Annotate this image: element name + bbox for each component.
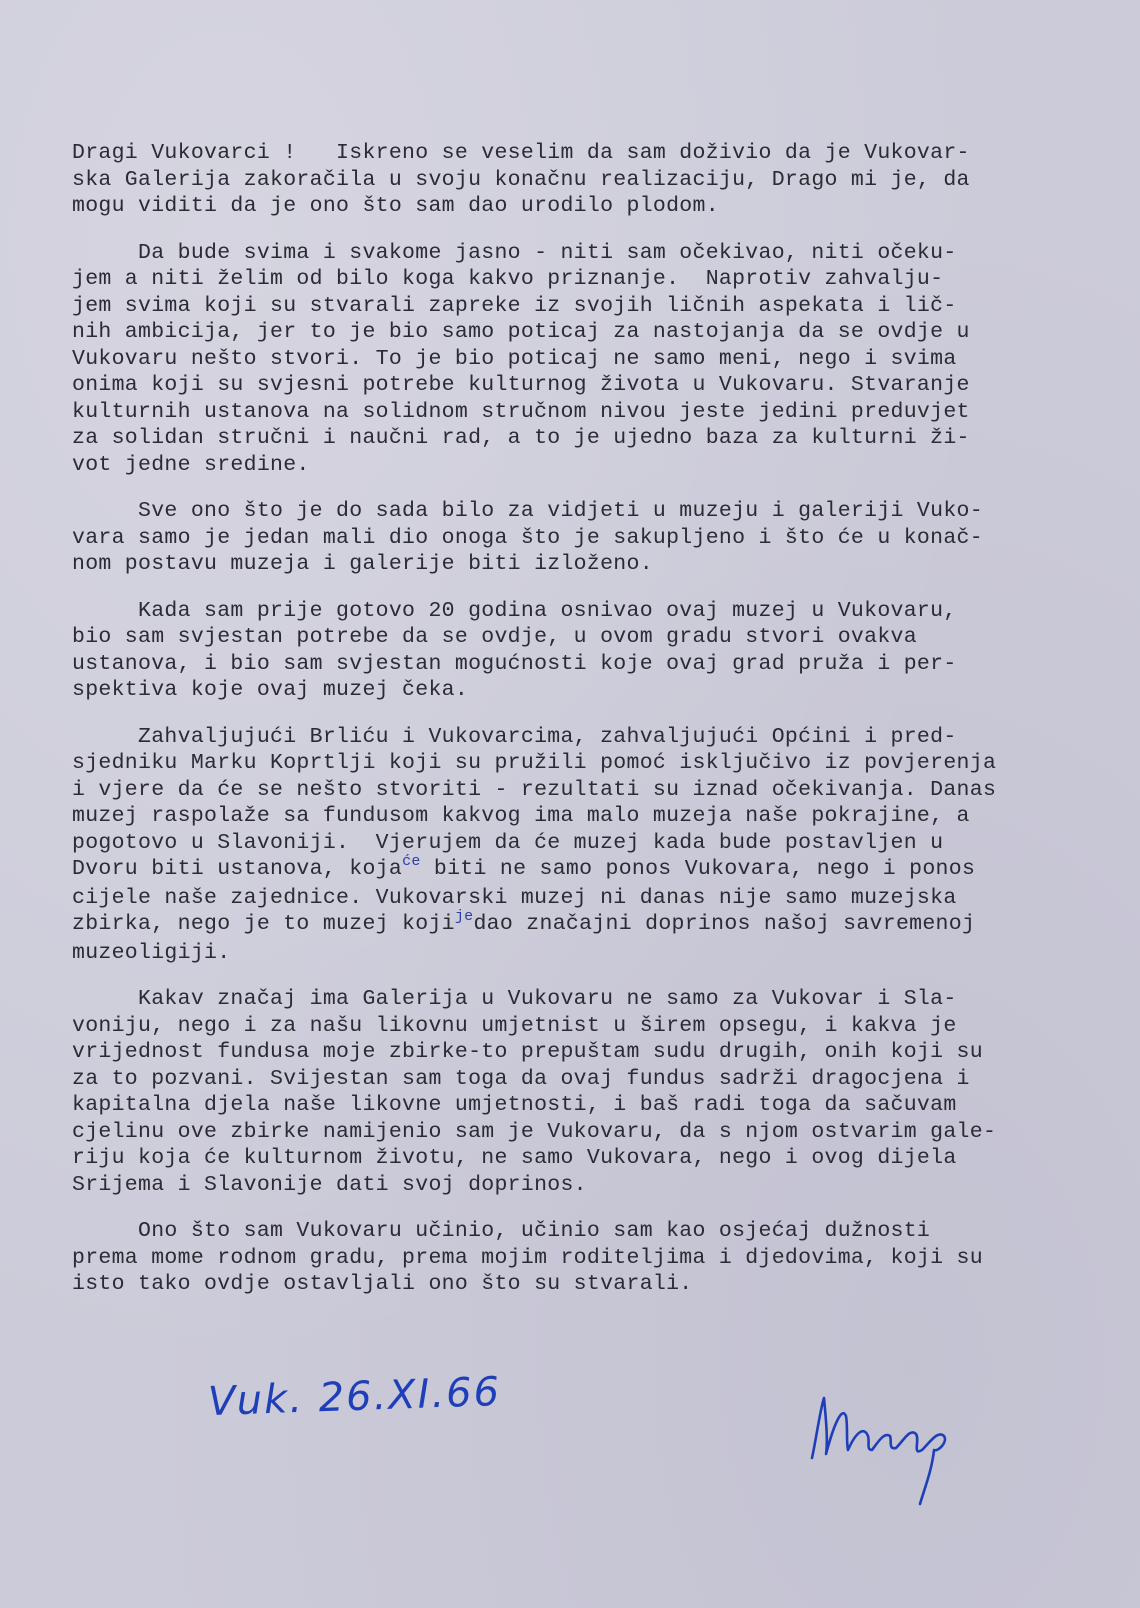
- text-line: i vjere da će se nešto stvoriti - rezultati su iznad očekivanja. Danas: [72, 777, 997, 802]
- text-line: nih ambicija, jer to je bio samo poticaj za nastojanja da se ovdje u: [72, 320, 970, 344]
- text-line: cijele naše zajednice. Vukovarski muzej ni danas nije samo muzejska: [72, 885, 957, 910]
- text-line: sjedniku Marku Koprtlji koji su pružili pomoć isključivo iz povjerenja: [72, 751, 997, 775]
- text-line: Dragi Vukovarci ! Iskreno se veselim da sam doživio da je Vukovar-: [72, 141, 970, 165]
- text-line: za to pozvani. Svijestan sam toga da ovaj fundus sadrži dragocjena i: [72, 1066, 970, 1091]
- handwritten-date: Vuk. 26.XI.66: [207, 1368, 502, 1426]
- handwritten-insertion: je: [454, 908, 474, 925]
- text-line: cjelinu ove zbirke namijenio sam je Vukovaru, da s njom ostvarim gale-: [72, 1119, 997, 1144]
- paragraph-7: [72, 1218, 1072, 1298]
- paragraph-3: [72, 498, 1072, 578]
- text-line: [72, 908, 1072, 940]
- text-line: Kakav značaj ima Galerija u Vukovaru ne samo za Vukovar i Sla-: [72, 987, 957, 1011]
- text-line: riju koja će kulturnom životu, ne samo Vukovara, nego i ovog dijela: [72, 1146, 957, 1170]
- text-line: Ono što sam Vukovaru učinio, učinio sam kao osjećaj dužnosti: [72, 1219, 931, 1243]
- text-line: Kada sam prije gotovo 20 godina osnivao ovaj muzej u Vukovaru,: [72, 598, 957, 623]
- handwritten-insertion: će: [402, 853, 421, 870]
- text-line: za solidan stručni i naučni rad, a to je ujedno baza za kulturni ži-: [72, 426, 970, 450]
- text-line: ustanova, i bio sam svjestan mogućnosti koje ovaj grad pruža i per-: [72, 651, 957, 676]
- text-line: Sve ono što je do sada bilo za vidjeti u muzeju i galeriji Vuko-: [72, 499, 983, 523]
- text-line: vot jedne sredine.: [72, 452, 310, 477]
- paragraph-5: [72, 724, 1072, 967]
- text-line: voniju, nego i za našu likovnu umjetnist u širem opsegu, i kakva je: [72, 1013, 957, 1038]
- text-fragment: zbirka, nego je to muzej koji: [72, 912, 455, 936]
- text-line: vrijednost fundusa moje zbirke-to prepuštam sudu drugih, onih koji su: [72, 1040, 983, 1064]
- text-line: kapitalna djela naše likovne umjetnosti, i baš radi toga da sačuvam: [72, 1093, 957, 1117]
- text-fragment: Dvoru biti ustanova, koja: [72, 857, 403, 881]
- text-line: muzeoligiji.: [72, 940, 231, 965]
- text-line: Vukovaru nešto stvori. To je bio poticaj ne samo meni, nego i svima: [72, 346, 957, 371]
- text-line: isto tako ovdje ostavljali ono što su stvarali.: [72, 1272, 693, 1296]
- text-line: Zahvaljujući Brliću i Vukovarcima, zahvaljujući Općini i pred-: [72, 724, 957, 749]
- text-line: spektiva koje ovaj muzej čeka.: [72, 678, 469, 702]
- text-line: mogu viditi da je ono što sam dao urodilo plodom.: [72, 194, 719, 218]
- text-line: ska Galerija zakoračila u svoju konačnu realizaciju, Drago mi je, da: [72, 167, 970, 192]
- text-line: nom postavu muzeja i galerije biti izloženo.: [72, 552, 653, 576]
- text-line: kulturnih ustanova na solidnom stručnom nivou jeste jedini preduvjet: [72, 399, 970, 424]
- text-line: pogotovo u Slavoniji. Vjerujem da će muzej kada bude postavljen u: [72, 830, 944, 855]
- text-line: Srijema i Slavonije dati svoj doprinos.: [72, 1172, 587, 1197]
- handwritten-signature: [806, 1380, 966, 1510]
- text-fragment: biti ne samo ponos Vukovara, nego i ponos: [420, 857, 976, 881]
- paragraph-1: [72, 140, 1072, 220]
- text-line: Da bude svima i svakome jasno - niti sam očekivao, niti očeku-: [72, 240, 957, 265]
- paragraph-6: [72, 986, 1072, 1198]
- paragraph-2: [72, 240, 1072, 479]
- letter-body: [72, 140, 1072, 1318]
- signature-stroke: [812, 1398, 945, 1504]
- text-line: vara samo je jedan mali dio onoga što je sakupljeno i što će u konač-: [72, 525, 983, 550]
- text-fragment: dao značajni doprinos našoj savremenoj: [473, 912, 976, 936]
- text-line: onima koji su svjesni potrebe kulturnog života u Vukovaru. Stvaranje: [72, 373, 970, 397]
- text-line: jem svima koji su stvarali zapreke iz svojih ličnih aspekata i lič-: [72, 293, 957, 318]
- text-line: [72, 853, 1072, 885]
- text-line: bio sam svjestan potrebe da se ovdje, u ovom gradu stvori ovakva: [72, 625, 917, 649]
- text-line: muzej raspolaže sa fundusom kakvog ima malo muzeja naše pokrajine, a: [72, 804, 970, 828]
- paragraph-4: [72, 598, 1072, 704]
- text-line: prema mome rodnom gradu, prema mojim roditeljima i djedovima, koji su: [72, 1245, 983, 1270]
- text-line: jem a niti želim od bilo koga kakvo priznanje. Naprotiv zahvalju-: [72, 267, 944, 291]
